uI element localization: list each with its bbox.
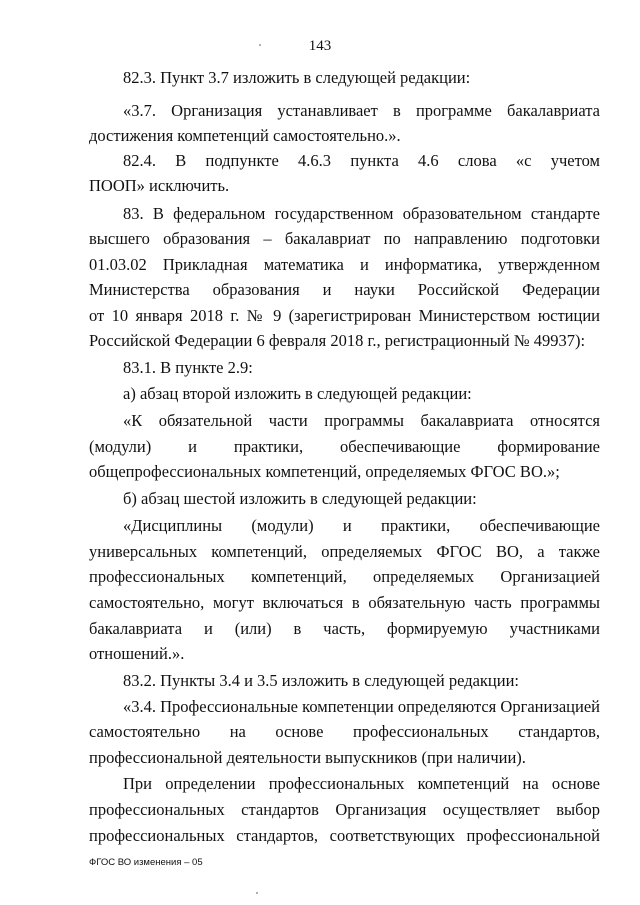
text-line: универсальных компетенций, определяемых ФГОС ВО, а также (89, 542, 600, 561)
text-line: «3.4. Профессиональные компетенции определяются Организацией (123, 697, 600, 716)
text-line: 82.4. В подпункте 4.6.3 пункта 4.6 слова «с учетом (123, 151, 600, 170)
text-line: самостоятельно на основе профессиональных стандартов, (89, 722, 600, 741)
text-line: профессиональных компетенций, определяемых Организацией (89, 567, 600, 586)
text-line: а) абзац второй изложить в следующей редакции: (123, 384, 472, 403)
text-line: (модули) и практики, обеспечивающие формирование (89, 437, 600, 456)
text-line: Министерства образования и науки Российской Федерации (89, 280, 600, 299)
text-line: б) абзац шестой изложить в следующей редакции: (123, 489, 477, 508)
text-line: 83.2. Пункты 3.4 и 3.5 изложить в следующей редакции: (123, 671, 520, 690)
text-line: профессиональной деятельности выпускников (при наличии). (89, 748, 526, 767)
text-line: 83.1. В пункте 2.9: (123, 358, 253, 377)
footer-note: ФГОС ВО изменения – 05 (89, 857, 203, 868)
text-line: Российской Федерации 6 февраля 2018 г., регистрационный № 49937): (89, 331, 586, 350)
text-line: общепрофессиональных компетенций, определяемых ФГОС ВО.»; (89, 462, 560, 481)
text-line: профессиональных стандартов Организация осуществляет выбор (89, 800, 600, 819)
text-line: 83. В федеральном государственном образовательном стандарте (123, 204, 600, 223)
text-line: от 10 января 2018 г. № 9 (зарегистрирован Министерством юстиции (89, 306, 600, 325)
text-line: ПООП» исключить. (89, 176, 230, 195)
text-line: высшего образования – бакалавриат по направлению подготовки (89, 229, 600, 248)
text-line: отношений.». (89, 644, 185, 663)
text-line: При определении профессиональных компетенций на основе (123, 774, 600, 793)
text-line: «Дисциплины (модули) и практики, обеспечивающие (123, 516, 600, 535)
text-line: «3.7. Организация устанавливает в программе бакалавриата (123, 101, 600, 120)
text-line: самостоятельно, могут включаться в обязательную часть программы (89, 593, 600, 612)
text-line: 82.3. Пункт 3.7 изложить в следующей редакции: (123, 68, 471, 87)
text-line: профессиональных стандартов, соответствующих профессиональной (89, 826, 600, 845)
scan-speck (259, 44, 261, 46)
text-line: 01.03.02 Прикладная математика и информатика, утвержденном (89, 255, 600, 274)
scan-speck (256, 892, 258, 894)
page-number: 143 (308, 38, 332, 54)
text-line: «К обязательной части программы бакалавриата относятся (123, 411, 600, 430)
text-line: достижения компетенций самостоятельно.». (89, 126, 401, 145)
text-line: бакалавриата и (или) в часть, формируемую участниками (89, 619, 600, 638)
